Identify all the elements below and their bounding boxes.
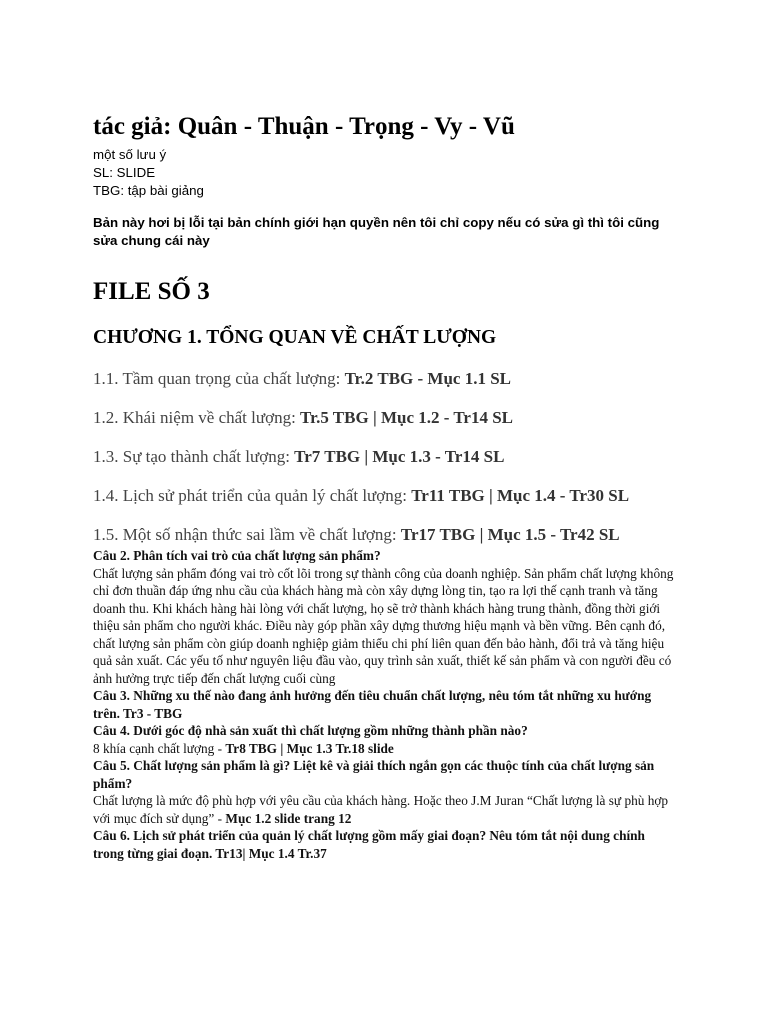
notes-sl: SL: SLIDE (93, 165, 156, 180)
section-1-4 (93, 485, 629, 507)
section-1-3 (93, 446, 504, 468)
warning-note: Bản này hơi bị lỗi tại bản chính giới hạn quyền nên tôi chỉ copy nếu có sửa gì thì tôi cũng sửa chung cái này (93, 215, 660, 248)
section-label: 1.4. Lịch sử phát triển của quản lý chất lượng: (93, 486, 412, 505)
section-ref: Tr11 TBG | Mục 1.4 - Tr30 SL (411, 486, 630, 505)
answer-5 (93, 792, 678, 827)
section-ref: Tr.2 TBG - Mục 1.1 SL (344, 369, 511, 388)
qa-block (93, 547, 678, 862)
section-ref: Tr17 TBG | Mục 1.5 - Tr42 SL (400, 525, 620, 544)
question-5: Câu 5. Chất lượng sản phẩm là gì? Liệt kê và giải thích ngắn gọn các thuộc tính của chất lượng sản phẩm? (93, 758, 655, 791)
section-ref: Tr.5 TBG | Mục 1.2 - Tr14 SL (300, 408, 514, 427)
question-2: Câu 2. Phân tích vai trò của chất lượng sản phẩm? (93, 548, 381, 563)
answer-2: Chất lượng sản phẩm đóng vai trò cốt lõi trong sự thành công của doanh nghiệp. Sản phẩm chất lượng không chỉ đơn thuần đáp ứng nhu cầu của khách hàng mà còn xây dựng lòng tin, tạo ra lợi thế cạnh tranh và tăng doanh thu. Khi khách hàng hài lòng với chất lượng, họ sẽ trở thành khách hàng trung thành, đồng thời giới thiệu sản phẩm cho người khác. Điều này góp phần xây dựng thương hiệu mạnh và bền vững. Bên cạnh đó, chất lượng sản phẩm còn giúp doanh nghiệp giảm thiểu chi phí liên quan đến bảo hành, đổi trả và tăng hiệu quả sản xuất. Các yếu tố như nguyên liệu đầu vào, quy trình sản xuất, thiết kế sản phẩm và con người đều có ảnh hưởng trực tiếp đến chất lượng cuối cùng (93, 565, 674, 686)
notes-title: một số lưu ý (93, 147, 167, 162)
section-1-1 (93, 368, 511, 390)
question-6: Câu 6. Lịch sử phát triển của quản lý chất lượng gồm mấy giai đoạn? Nêu tóm tắt nội dung chính trong từng giai đoạn. Tr13| Mục 1.4 Tr.37 (93, 828, 645, 861)
answer-5-text: Chất lượng là mức độ phù hợp với yêu cầu của khách hàng. Hoặc theo J.M Juran “Chất lượng là sự phù hợp với mục đích sử dụng” - (93, 793, 669, 826)
notes-block (93, 146, 204, 200)
authors-heading: tác giả: Quân - Thuận - Trọng - Vy - Vũ (93, 113, 515, 140)
section-label: 1.3. Sự tạo thành chất lượng: (93, 447, 295, 466)
answer-5-ref: Mục 1.2 slide trang 12 (225, 810, 352, 826)
answer-4-ref: Tr8 TBG | Mục 1.3 Tr.18 slide (225, 740, 394, 756)
notes-tbg: TBG: tập bài giảng (93, 183, 204, 198)
section-1-5 (93, 524, 620, 546)
section-label: 1.1. Tầm quan trọng của chất lượng: (93, 369, 345, 388)
file-title: FILE SỐ 3 (93, 278, 210, 305)
question-3: Câu 3. Những xu thế nào đang ảnh hưởng đến tiêu chuẩn chất lượng, nêu tóm tắt những xu hướng trên. Tr3 - TBG (93, 688, 652, 721)
section-label: 1.5. Một số nhận thức sai lầm về chất lượng: (93, 525, 401, 544)
section-label: 1.2. Khái niệm về chất lượng: (93, 408, 301, 427)
section-ref: Tr7 TBG | Mục 1.3 - Tr14 SL (294, 447, 505, 466)
section-1-2 (93, 407, 513, 429)
answer-4-text: 8 khía cạnh chất lượng - (93, 740, 226, 756)
answer-4 (93, 740, 678, 758)
question-4: Câu 4. Dưới góc độ nhà sản xuất thì chất lượng gồm những thành phần nào? (93, 723, 528, 738)
chapter-heading: CHƯƠNG 1. TỔNG QUAN VỀ CHẤT LƯỢNG (93, 327, 497, 348)
